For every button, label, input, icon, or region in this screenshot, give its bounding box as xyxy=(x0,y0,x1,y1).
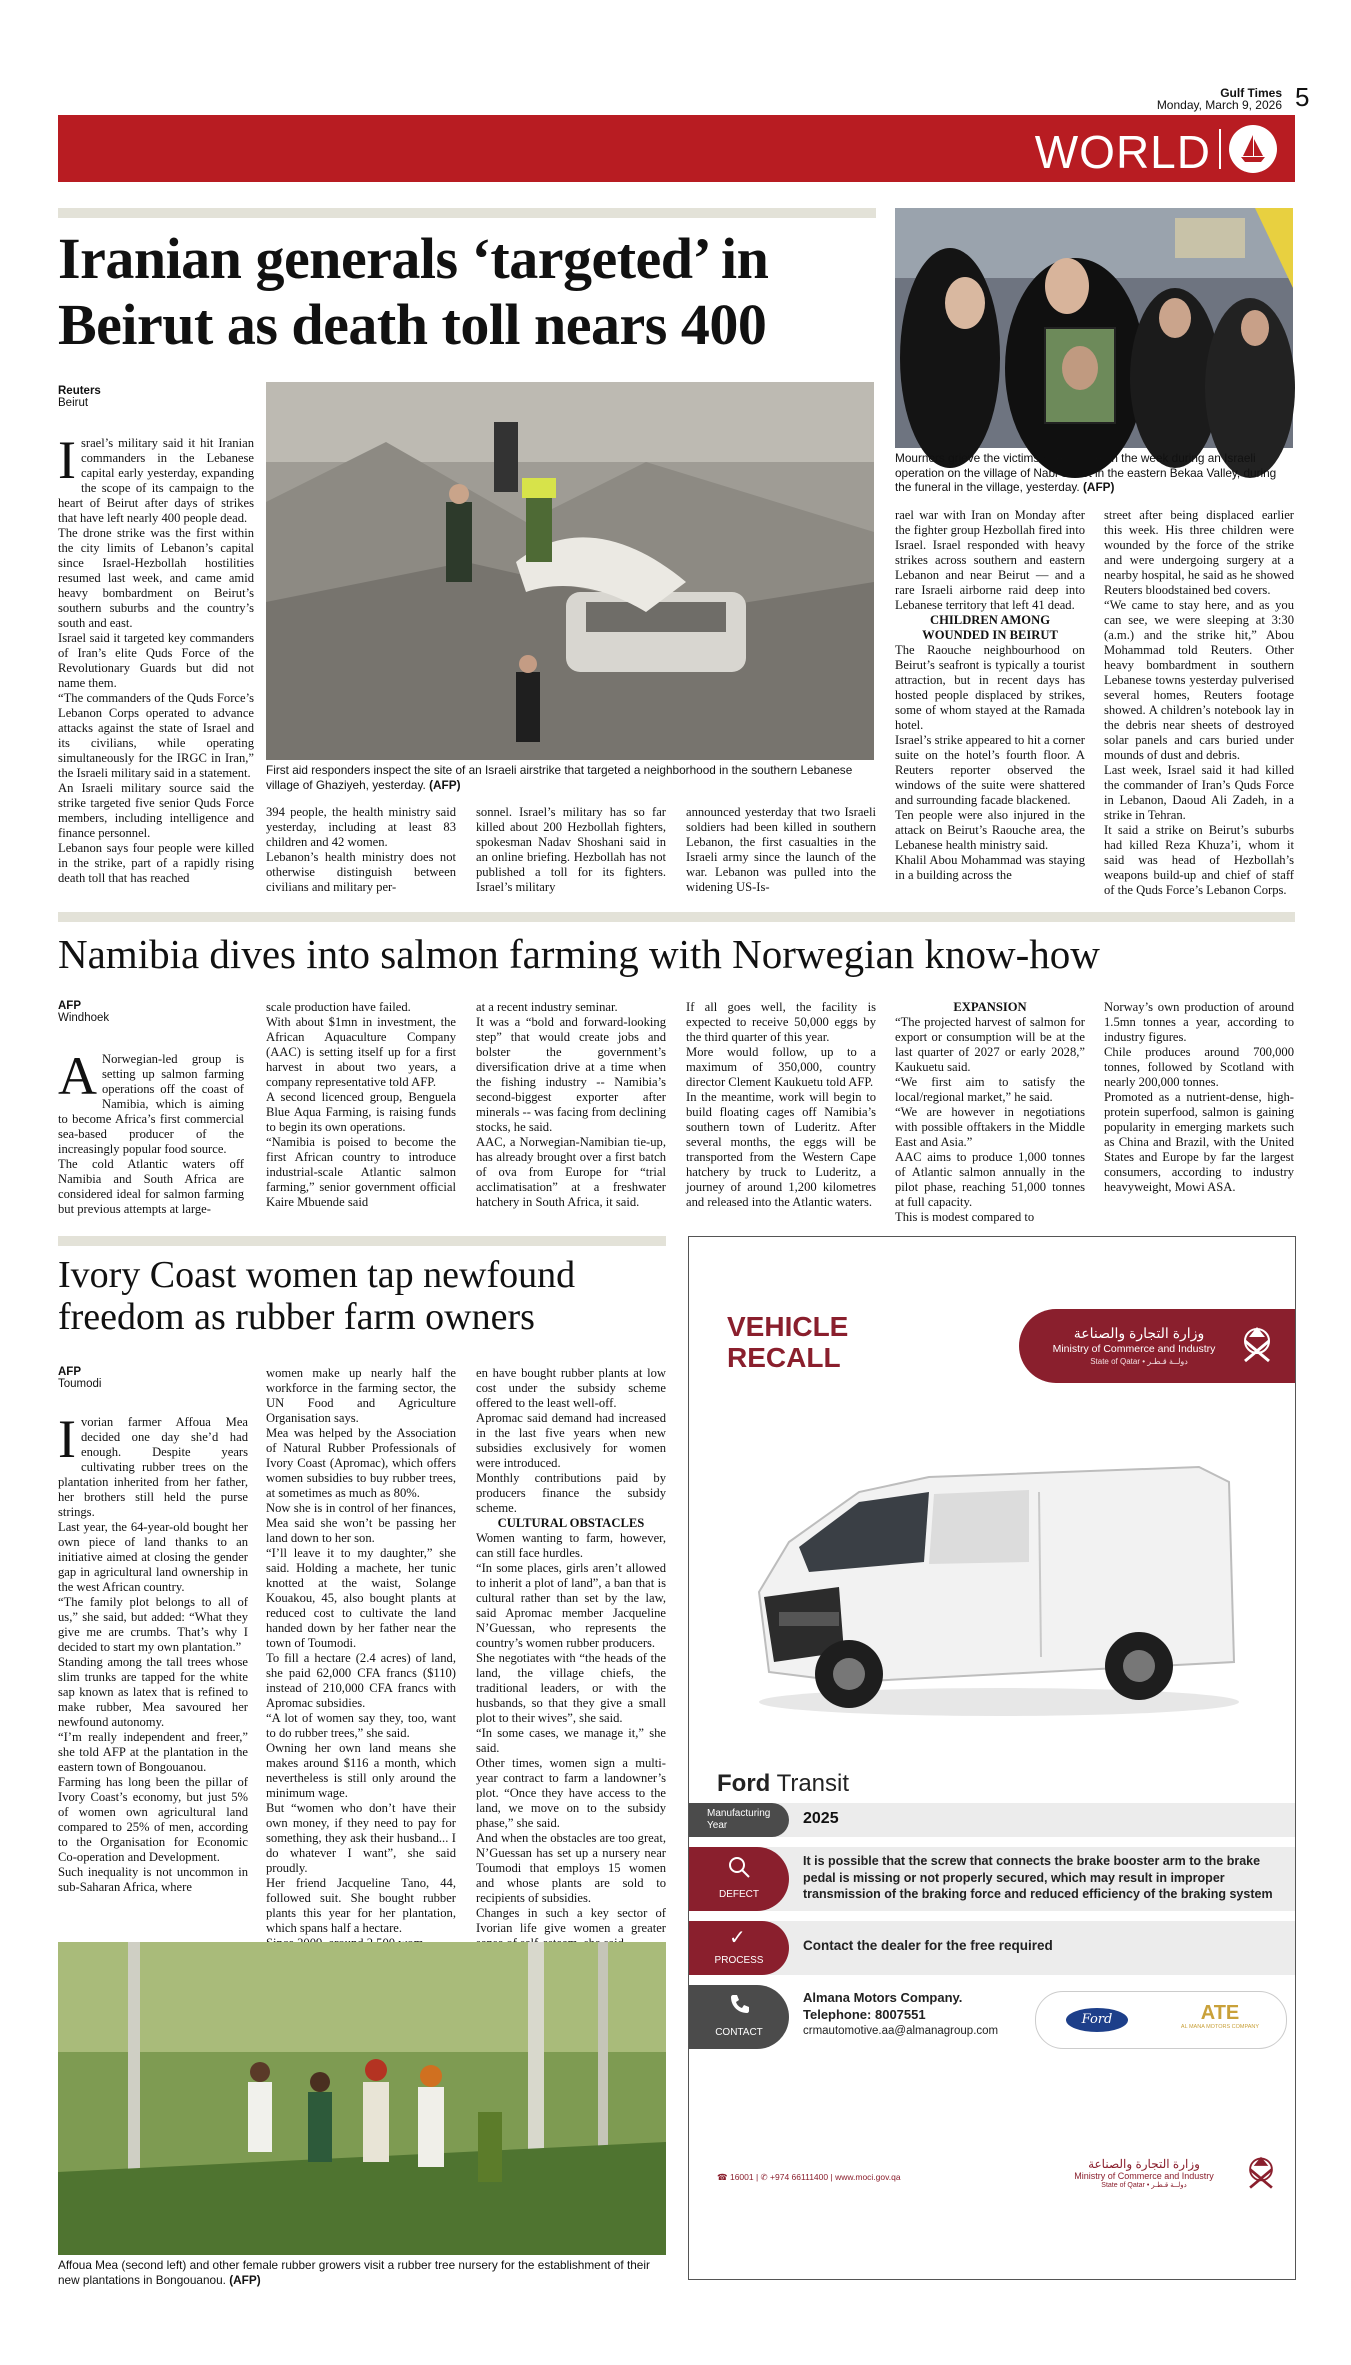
article1-col1-p5: An Israeli military source said the strike targeted five senior Quds Force members, including intelligence and finance personnel. xyxy=(58,781,254,840)
article2-subhead: EXPANSION xyxy=(953,1000,1027,1014)
article3-col3-p7: “In some cases, we manage it,” she said. xyxy=(476,1726,666,1755)
article1-col6-p1: street after being displaced earlier this week. His three children were wounded by the force of the strike and were undergoing surgery at a nearby hospital, he said as he showed Reuters bloodstained bed covers. xyxy=(1104,508,1294,597)
article2-col2-p1: scale production have failed. xyxy=(266,1000,411,1014)
article2-byline xyxy=(58,1000,109,1024)
ford-transit-van-image xyxy=(729,1422,1249,1726)
article1-col1-p1: Israel’s military said it hit Iranian commanders in the Lebanese capital early yesterday, expanding the scope of its campaign to the heart of Beirut after days of strikes that have left nearly 400 people dead. xyxy=(58,430,254,525)
article1-col1-p6: Lebanon says four people were killed in the strike, part of a rapidly rising death toll that has reached xyxy=(58,841,254,885)
article2-col4-p1: If all goes well, the facility is expected to receive 50,000 eggs by the third quarter of this year. xyxy=(686,1000,876,1044)
article3-col3-p8: Other times, women sign a multi-year contract to farm a landowner’s plot. “Once they have access to the land, we move on to the subsidy phase,” she said. xyxy=(476,1756,666,1830)
ministry-arabic: وزارة التجارة والصناعة xyxy=(1073,1325,1205,1341)
article2-col4 xyxy=(686,1000,876,1212)
footer-ministry xyxy=(1049,2157,1239,2189)
article2-col2-p4: “Namibia is poised to become the first African country to introduce industrial-scale Atlantic salmon farming,” senior government official Kaire Mbuende said xyxy=(266,1135,456,1209)
footer-ministry-english: Ministry of Commerce and Industry xyxy=(1074,2171,1214,2181)
dropcap: A xyxy=(58,1046,97,1106)
article3-col1-p4: Standing among the tall trees whose slim trunks are tapped for the white sap known as latex that is refined to make rubber, Mea savoured her newfound autonomy. xyxy=(58,1655,248,1729)
mourners-photo xyxy=(895,208,1293,448)
article3-byline xyxy=(58,1366,101,1390)
article1-col1-p4: “The commanders of the Quds Force’s Lebanon Corps operated to advance attacks against the state of Israel and its civilians, while operating simultaneously for the IRGC in Iran,” the Israeli military said in a statement. xyxy=(58,691,254,780)
article1-col6-p2: “We came to stay here, and as you can see, we were sleeping at 3:30 (a.m.) and the strike hit,” Abou Mohammad told Reuters. Other heavy bombardment in southern Lebanese towns yesterday pulverised several homes, Reuters footage showed. A children’s notebook lay in the debris near sheets of destroyed solar panels and cars buried under mounds of dust and debris. xyxy=(1104,598,1294,762)
article2-col5-p4: AAC aims to produce 1,000 tonnes of Atlantic salmon annually in the pilot phase, reaching 51,000 tonnes at full capacity. xyxy=(895,1150,1085,1209)
article2-col4-p3: In the meantime, work will begin to build floating cages off Namibia’s southern town of Luderitz. After several months, the eggs will be transported from the Western Cape hatchery by truck to Luderitz, a journey of around 1,200 kilometres and released into the Atlantic waters. xyxy=(686,1090,876,1209)
qatar-emblem-icon xyxy=(1235,1321,1279,1375)
article3-col2-p8: But “women who don’t have their own money, if they need to pay for something, they ask their husband... I do whatever I want”, she said proudly. xyxy=(266,1801,456,1875)
article1-col5 xyxy=(895,508,1085,900)
vehicle-recall-ad xyxy=(688,1236,1296,2280)
section-banner xyxy=(58,115,1295,182)
article1-col4 xyxy=(686,805,876,900)
article1-col2-p1: 394 people, the health ministry said yesterday, including at least 83 children and 42 women. xyxy=(266,805,456,849)
page-number: 5 xyxy=(1295,82,1310,112)
article3-source: AFP xyxy=(58,1366,81,1378)
defect-text: It is possible that the screw that connects the brake booster arm to the brake pedal is missing or not properly secured, which may result in improper transmission of the braking force and reduced efficiency of the braking system xyxy=(803,1854,1273,1901)
dealer-company: Almana Motors Company. xyxy=(803,1990,963,2005)
article1-col2-p2: Lebanon’s health ministry does not otherwise distinguish between civilians and military per- xyxy=(266,850,456,894)
article1-subhead: CHILDREN AMONG WOUNDED IN BEIRUT xyxy=(922,613,1058,642)
process-pill xyxy=(689,1921,789,1975)
year-label: Manufacturing Year xyxy=(689,1803,789,1837)
article2-col4-p2: More would follow, up to a maximum of 350,000, country director Clement Kaukuetu told AFP. xyxy=(686,1045,876,1089)
article2-col3-p1: at a recent industry seminar. xyxy=(476,1000,618,1014)
article3-col2-p3: Now she is in control of her finances, Mea said she won’t be passing her land down to her son. xyxy=(266,1501,456,1545)
footer-ministry-arabic: وزارة التجارة والصناعة xyxy=(1088,2157,1200,2171)
footer-emblem-icon xyxy=(1241,2151,1281,2201)
contact-label: CONTACT xyxy=(715,2027,763,2038)
dhow-logo-icon xyxy=(1229,125,1277,173)
dropcap: I xyxy=(58,1409,76,1469)
article3-col2-p5: To fill a hectare (2.4 acres) of land, she paid 62,000 CFA francs ($110) instead of 210,000 CFA francs with Apromac subsidies. xyxy=(266,1651,456,1710)
process-label: PROCESS xyxy=(714,1955,764,1966)
article1-col5-p5: Khalil Abou Mohammad was staying in a building across the xyxy=(895,853,1085,882)
contact-row xyxy=(689,1985,1295,2049)
article1-col1-p3: Israel said it targeted key commanders of Iran’s elite Quds Force of the Revolutionary Guards but did not name them. xyxy=(58,631,254,690)
article2-col5-p5: This is modest compared to xyxy=(895,1210,1035,1224)
ad-title-line2: RECALL xyxy=(727,1342,841,1373)
article3-col3 xyxy=(476,1366,666,1933)
article1-col1 xyxy=(58,430,254,896)
ad-title-line1: VEHICLE xyxy=(727,1311,849,1342)
dealer-logos xyxy=(1035,1991,1287,2049)
article3-col2 xyxy=(266,1366,456,1933)
article1-col4-p1: announced yesterday that two Israeli soldiers had been killed in southern Lebanon, the first casualties in the Israeli army since the launch of the war. Lebanon was pulled into the widening US-Is- xyxy=(686,805,876,894)
article1-col5-p2: The Raouche neighbourhood on Beirut’s seafront is typically a tourist attraction, but in recent days has hosted people displaced by strikes, some of whom stayed at the Ramada hotel. xyxy=(895,643,1085,732)
search-icon xyxy=(727,1855,751,1883)
article3-location: Toumodi xyxy=(58,1378,102,1390)
process-row xyxy=(689,1921,1295,1975)
airstrike-caption-text: First aid responders inspect the site of an Israeli airstrike that targeted a neighborhood in the southern Lebanese village of Ghaziyeh, yesterday. xyxy=(266,763,853,792)
article3-col3-p6: She negotiates with “the heads of the land, the village chiefs, the traditional leaders, or with the husbands, so that they give a small plot to their wives”, she said. xyxy=(476,1651,666,1725)
ministry-english: Ministry of Commerce and Industry xyxy=(1052,1343,1216,1355)
section-title: WORLD xyxy=(1034,126,1211,178)
article3-col2-p6: “A lot of women say they, too, want to do rubber trees,” she said. xyxy=(266,1711,456,1740)
airstrike-caption-credit: (AFP) xyxy=(429,777,461,792)
article2-col3 xyxy=(476,1000,666,1212)
article2-col1 xyxy=(58,1046,244,1216)
article2-col1-p1: A Norwegian-led group is setting up salmon farming operations off the coast of Namibia, which is aiming to become Africa’s first commercial sea-based producer of the increasingly popular food source. xyxy=(58,1046,244,1156)
whatsapp-icon: ✆ xyxy=(760,2172,768,2182)
article2-source: AFP xyxy=(58,1000,81,1012)
article3-col1-p1: Ivorian farmer Affoua Mea decided one day she’d had enough. Despite years cultivating rubber trees on the plantation inherited from her father, her brothers still held the purse strings. xyxy=(58,1409,248,1519)
ate-logo-sub: AL MANA MOTORS COMPANY xyxy=(1180,2024,1260,2030)
article2-col6 xyxy=(1104,1000,1294,1212)
airstrike-photo xyxy=(266,382,874,760)
article3-col1-p5: “I’m really independent and freer,” she told AFP at the plantation in the eastern town of Bongouanou. xyxy=(58,1730,248,1774)
article3-col1-p2: Last year, the 64-year-old bought her own piece of land thanks to an initiative aimed at closing the gender gap in agricultural land ownership in the west African country. xyxy=(58,1520,248,1594)
defect-row xyxy=(689,1847,1295,1911)
article2-col3-p3: AAC, a Norwegian-Namibian tie-up, has already brought over a first batch of ova from Europe for “trial acclimatisation” at a freshwater hatchery in South Africa, it said. xyxy=(476,1135,666,1209)
article3-col2-p4: “I’ll leave it to my daughter,” she said. Holding a machete, her tunic knotted at the waist, Solange Kouakou, 45, also bought plants at reduced cost to cultivate the land handed down by her father near the town of Toumodi. xyxy=(266,1546,456,1650)
article1-col3-p1: sonnel. Israel’s military has so far killed about 200 Hezbollah fighters, spokesman Nadav Shoshani said in an online briefing. Hezbollah has not published a toll for its fighters. Israel’s military xyxy=(476,805,666,894)
article3-subhead: CULTURAL OBSTACLES xyxy=(497,1516,645,1530)
phone-icon xyxy=(729,1993,751,2019)
call-icon: ☎ xyxy=(717,2172,728,2182)
ad-title xyxy=(727,1311,848,1373)
ad-footer-contacts: ☎ 16001 | ✆ +974 66111400 | www.moci.gov.qa xyxy=(717,2172,901,2182)
article1-col6 xyxy=(1104,508,1294,900)
article1-col3 xyxy=(476,805,666,900)
contact-pill xyxy=(689,1985,789,2049)
footer-phone2: +974 66111400 xyxy=(770,2172,829,2182)
article1-source: Reuters xyxy=(58,385,101,397)
dealer-email: crmautomotive.aa@almanagroup.com xyxy=(803,2025,999,2037)
vehicle-model: Transit xyxy=(776,1770,850,1797)
dropcap: I xyxy=(58,430,76,490)
mourners-photo-caption xyxy=(895,451,1295,495)
article1-col5-p4: Ten people were also injured in the attack on Beirut’s Raouche area, the Lebanese health ministry said. xyxy=(895,808,1085,852)
defect-pill xyxy=(689,1847,789,1911)
article2-location: Windhoek xyxy=(58,1012,110,1024)
article1-col2 xyxy=(266,805,456,900)
ministry-banner xyxy=(1019,1309,1295,1383)
article2-col5-p1: “The projected harvest of salmon for export or consumption will be at the last quarter of 2027 or early 2028,” Kaukuetu said. xyxy=(895,1015,1085,1074)
article2-col2-p3: A second licenced group, Benguela Blue Aqua Farming, is raising funds to begin its own operations. xyxy=(266,1090,456,1134)
article2-col3-p2: It was a “bold and forward-looking step” that would create jobs and bolster the government’s diversification drive at a time when the fishing industry -- Namibia’s second-biggest exporter after minerals -- was facing from declining stocks, he said. xyxy=(476,1015,666,1134)
article3-col2-p9: Her friend Jacqueline Tano, 44, followed suit. She bought rubber plants this year for her plantation, which spans half a hectare. xyxy=(266,1876,456,1935)
ate-logo-text: ATE xyxy=(1200,2002,1240,2024)
mourners-caption-text: Mourners grieve the victims killed earlier in the week during an Israeli operation on the village of Nabi Sheet in the eastern Bekaa Valley, during the funeral in the village, yesterday. xyxy=(895,451,1277,494)
article3-col3-p9: And when the obstacles are too great, N’Guessan has set up a nursery near Toumodi that employs 15 women and whose plants are sold to recipients of subsidies. xyxy=(476,1831,666,1905)
rubber-farm-photo xyxy=(58,1942,666,2255)
article2-headline: Namibia dives into salmon farming with Norwegian know-how xyxy=(58,931,1100,977)
article1-headline: Iranian generals ‘targeted’ in Beirut as death toll nears 400 xyxy=(58,226,769,357)
article3-top-rule xyxy=(58,1236,666,1246)
rubber-caption-credit: (AFP) xyxy=(229,2272,261,2287)
contact-details xyxy=(803,1989,1033,2040)
footer-ministry-state: State of Qatar • دولــة قـطـر xyxy=(1101,2182,1187,2189)
article3-col3-p2: Apromac said demand had increased in the last five years when new subsidies exclusively for women were introduced. xyxy=(476,1411,666,1470)
article2-col1-p2: The cold Atlantic waters off Namibia and South Africa are considered ideal for salmon farming but previous attempts at large- xyxy=(58,1157,244,1216)
article3-col1-p3: “The family plot belongs to all of us,” she said, but added: “What they give me are crumbs. That’s why I decided to start my own plantation.” xyxy=(58,1595,248,1654)
process-text: Contact the dealer for the free required xyxy=(803,1938,1053,1953)
rubber-photo-caption xyxy=(58,2258,668,2287)
paper-name: Gulf Times xyxy=(1220,86,1282,100)
ford-logo-icon: Ford xyxy=(1066,2008,1128,2032)
footer-phone1: 16001 xyxy=(729,2172,754,2182)
mourners-caption-credit: (AFP) xyxy=(1083,480,1115,494)
article1-col6-p3: Last week, Israel said it had killed the commander of Iran’s Quds Force in Lebanon, Daoud Ali Zadeh, in a strike in Tehran. xyxy=(1104,763,1294,822)
article1-col6-p4: It said a strike on Beirut’s suburbs had killed Reza Khuza’i, whom it said was head of Hezbollah’s weapons build-up and chief of staff of the Quds Force’s Lebanon Corps. xyxy=(1104,823,1294,897)
article2-top-rule xyxy=(58,912,1295,922)
footer-web: www.moci.gov.qa xyxy=(835,2172,901,2182)
section-divider xyxy=(1219,129,1221,169)
article3-col1 xyxy=(58,1409,248,1933)
article2-col2-p2: With about $1mn in investment, the African Aquaculture Company (AAC) is setting itself up for a first harvest in about two years, a company representative told AFP. xyxy=(266,1015,456,1089)
article2-col5 xyxy=(895,1000,1085,1224)
article2-col6-p1: Norway’s own production of around 1.5mn tonnes a year, according to industry figures. xyxy=(1104,1000,1294,1044)
article3-headline: Ivory Coast women tap newfound freedom as rubber farm owners xyxy=(58,1254,576,1338)
ate-logo xyxy=(1170,2002,1270,2030)
article1-col5-p3: Israel’s strike appeared to hit a corner suite on the hotel’s fourth floor. A Reuters reporter observed the windows of the suite were shattered and surrounding facade blackened. xyxy=(895,733,1085,807)
airstrike-photo-caption xyxy=(266,763,876,792)
year-row xyxy=(689,1803,1295,1837)
article3-col3-p10: Changes in such a key sector of Ivorian life give women a greater xyxy=(476,1906,666,1935)
article2-col5-p3: “We are however in negotiations with possible offtakers in the Middle East and Asia.” xyxy=(895,1105,1085,1149)
year-value: 2025 xyxy=(803,1810,839,1827)
ministry-state: State of Qatar • دولــة قـطـر xyxy=(1090,1357,1188,1366)
article1-location: Beirut xyxy=(58,397,89,409)
article2-col2 xyxy=(266,1000,456,1212)
checkmark-icon: ✓ xyxy=(729,1927,746,1949)
article1-top-rule xyxy=(58,208,876,218)
rubber-caption-text: Affoua Mea (second left) and other female rubber growers visit a rubber tree nursery for the establishment of their new plantations in Bongouanou. xyxy=(58,2258,650,2287)
article3-col3-p5: “In some places, girls aren’t allowed to inherit a plot of land”, a ban that is cultural rather than set by the law, said Apromac member Jacqueline N’Guessan, who represents the country’s women rubber producers. xyxy=(476,1561,666,1650)
article2-col6-p2: Chile produces around 700,000 tonnes, followed by Scotland with nearly 200,000 tonnes. xyxy=(1104,1045,1294,1089)
vehicle-brand: Ford xyxy=(717,1770,771,1797)
issue-date: Monday, March 9, 2026 xyxy=(1156,98,1282,112)
vehicle-name xyxy=(717,1770,849,1798)
article3-col3-p4: Women wanting to farm, however, can still face hurdles. xyxy=(476,1531,666,1560)
article3-col1-p7: Such inequality is not uncommon in sub-Saharan Africa, where xyxy=(58,1865,248,1894)
article3-col3-p3: Monthly contributions paid by producers finance the subsidy scheme. xyxy=(476,1471,666,1515)
article3-col1-p6: Farming has long been the pillar of Ivory Coast’s economy, but just 5% of women own agricultural land compared to 25% of men, according to the Organisation for Economic Co-operation and Development. xyxy=(58,1775,248,1864)
article3-col2-p7: Owning her own land means she makes around $116 a month, which nevertheless is still only around the minimum wage. xyxy=(266,1741,456,1800)
defect-label: DEFECT xyxy=(719,1889,759,1900)
article3-col2-p2: Mea was helped by the Association of Natural Rubber Professionals of Ivory Coast (Apromac), which offers women subsidies to buy rubber trees, at sometimes as much as 80%. xyxy=(266,1426,456,1500)
dealer-telephone: Telephone: 8007551 xyxy=(803,2007,926,2022)
article1-col5-p1: rael war with Iran on Monday after the fighter group Hezbollah fired into Israel. Israel responded with heavy strikes across southern and eastern Lebanon and near Beirut — and a rare Israeli airborne raid deep into Lebanese territory that left 41 dead. xyxy=(895,508,1085,612)
article3-col2-p1: women make up nearly half the workforce in the farming sector, the UN Food and Agriculture Organisation says. xyxy=(266,1366,456,1425)
article1-byline xyxy=(58,385,101,409)
article1-col1-p2: The drone strike was the first within the city limits of Lebanon’s capital since Israel-Hezbollah hostilities resumed last week, and came amid heavy bombardment on Beirut’s southern suburbs and the country’s south and east. xyxy=(58,526,254,630)
article2-col5-p2: “We first aim to satisfy the local/regional market,” he said. xyxy=(895,1075,1085,1104)
article2-col6-p3: Promoted as a nutrient-dense, high-protein superfood, salmon is gaining popularity in emerging markets such as China and Brazil, with the United States and Europe by far the largest consumers, according to industry heavyweight, Mowi ASA. xyxy=(1104,1090,1294,1194)
article3-col3-p1: en have bought rubber plants at low cost under the subsidy scheme offered to the least well-off. xyxy=(476,1366,666,1410)
